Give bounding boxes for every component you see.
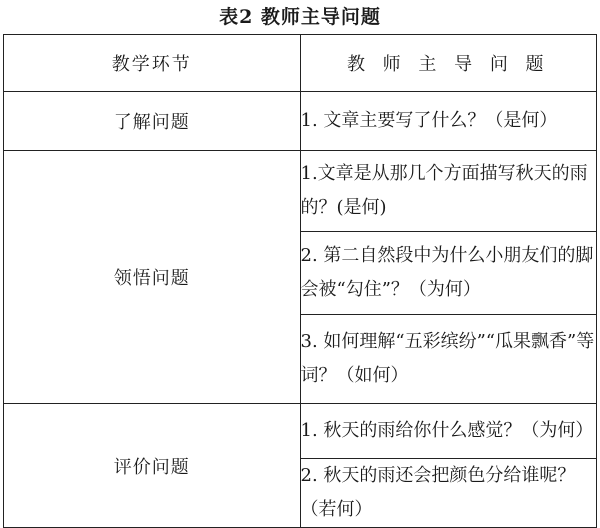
- column-header-stage: 教学环节: [4, 35, 301, 92]
- table-row: [4, 151, 597, 232]
- question-cell: 3. 如何理解“五彩缤纷”“瓜果飘香”等词？（如何）: [300, 315, 597, 404]
- table-header-row: [4, 35, 597, 92]
- question-cell: 1.文章是从那几个方面描写秋天的雨的？(是何): [300, 151, 597, 232]
- column-header-question: 教 师 主 导 问 题: [300, 35, 597, 92]
- teacher-questions-table: [3, 34, 597, 528]
- question-cell: 2. 秋天的雨还会把颜色分给谁呢？（若何）: [300, 459, 597, 528]
- stage-cell-understand: 了解问题: [4, 92, 301, 151]
- question-cell: 2. 第二自然段中为什么小朋友们的脚会被“勾住”？（为何）: [300, 232, 597, 315]
- table-row: [4, 404, 597, 459]
- question-cell: 1. 文章主要写了什么？（是何）: [300, 92, 597, 151]
- stage-cell-evaluate: 评价问题: [4, 404, 301, 528]
- question-cell: 1. 秋天的雨给你什么感觉？（为何）: [300, 404, 597, 459]
- table-row: [4, 92, 597, 151]
- stage-cell-comprehend: 领悟问题: [4, 151, 301, 404]
- table-caption: 表2 教师主导问题: [219, 6, 381, 28]
